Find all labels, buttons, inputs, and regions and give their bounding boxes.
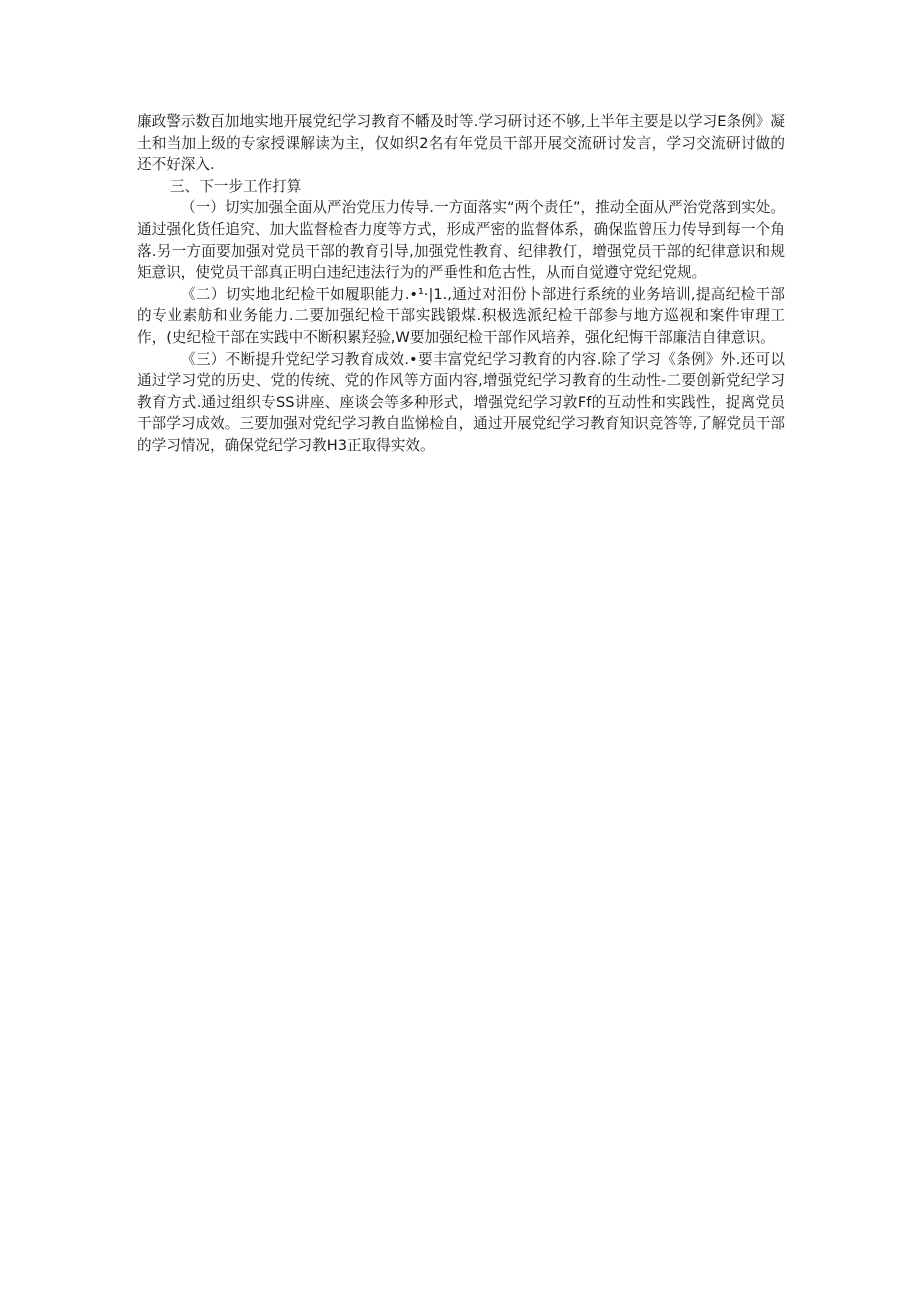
section-heading-next-steps: 三、下一步工作打算 [170, 177, 302, 195]
paragraph-continuation: 廉政警示数百加地实地开展党纪学习教育不幡及时等.学习研讨还不够,上半年主要是以学习E条例》凝土和当加上级的专家授课解读为主，仅如织2名有年党员干部开展交流研讨发言，学习交流研讨做的还不好深入. [137, 113, 785, 174]
document-page [137, 111, 785, 457]
paragraph-item-3: 《三）不断提升党纪学习教育成效.•要丰富党纪学习教育的内容.除了学习《条例》外.还可以通过学习党的历史、党的传统、党的作风等方面内容,增强党纪学习教育的生动性-二要创新党纪学习教育方式.通过组织专SS讲座、座谈会等多种形式，增强党纪学习敦Ff的互动性和实践性，捉离党员干部学习成效。三要加强对党纪学习教自监悌检自，通过开展党纪学习教育知识竞答等,了解党员干部的学习情况，确保党纪学习教H3正取得实效。 [137, 350, 785, 454]
paragraph-item-2: 《二）切实地北纪检干如履职能力.•¹·|1.,通过对汨份卜部进行系统的业务培训,提高纪检干部的专业素舫和业务能力.二要加强纪检干部实践锻煤.积极选派纪检干部参与地方巡视和案件审理工作，(史纪检干部在实践中不断积累羟验,W要加强纪检干部作风培养，强化纪悔干部廉洁自律意识。 [137, 285, 785, 346]
paragraph-item-1: （一）切实加强全面从严治党压力传导.一方面落实“两个责任”，推动全面从严治党落到实处。通过强化货任追究、加大监督检杳力度等方式，形成严密的监督体系，确保监曾压力传导到每一个角落.另一方面要加强对党员干部的教育引导,加强党性教育、纪律教仃，增强党员干部的纪律意识和规矩意识，使党员干部真正明白违纪违法行为的严垂性和危古性，从而自觉遵守党纪党规。 [137, 199, 785, 282]
